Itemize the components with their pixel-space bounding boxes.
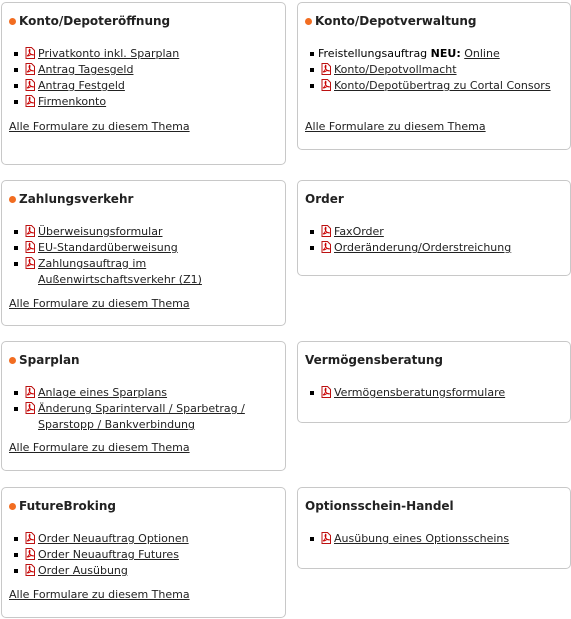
- pdf-icon: [24, 532, 36, 544]
- bullet-icon: [310, 391, 314, 395]
- pdf-icon: [24, 257, 36, 269]
- bullet-icon: [14, 407, 18, 411]
- bullet-icon: [14, 100, 18, 104]
- form-link-z1[interactable]: Zahlungsauftrag im Außenwirtschaftsverkehr (Z1): [38, 257, 202, 286]
- all-forms-link[interactable]: Alle Formulare zu diesem Thema: [9, 120, 190, 133]
- pdf-icon: [24, 225, 36, 237]
- section-sparplan: [1, 341, 286, 471]
- pdf-icon: [24, 564, 36, 576]
- section-konto-depotverwaltung: [297, 2, 571, 150]
- pdf-icon: [24, 63, 36, 75]
- form-link-festgeld[interactable]: Antrag Festgeld: [38, 79, 125, 92]
- all-forms-link[interactable]: Alle Formulare zu diesem Thema: [9, 588, 190, 601]
- form-link-orderaenderung[interactable]: Orderänderung/Orderstreichung: [334, 241, 512, 254]
- pdf-icon: [24, 79, 36, 91]
- form-list: [310, 385, 564, 401]
- form-link-faxorder[interactable]: FaxOrder: [334, 225, 384, 238]
- bullet-icon: [14, 84, 18, 88]
- form-list: [310, 531, 564, 547]
- new-badge: NEU:: [430, 47, 461, 60]
- list-item: [310, 46, 564, 62]
- bullet-icon: [14, 246, 18, 250]
- all-forms-link[interactable]: Alle Formulare zu diesem Thema: [305, 120, 486, 133]
- pdf-icon: [24, 47, 36, 59]
- form-link-tagesgeld[interactable]: Antrag Tagesgeld: [38, 63, 134, 76]
- pdf-icon: [320, 386, 332, 398]
- list-item: [14, 94, 279, 110]
- list-item: [310, 385, 564, 401]
- list-item: [14, 62, 279, 78]
- list-item: [310, 224, 564, 240]
- form-list: [310, 224, 564, 256]
- section-title: Konto/Depoteröffnung: [9, 14, 170, 28]
- list-item: [14, 224, 279, 240]
- all-forms-link[interactable]: Alle Formulare zu diesem Thema: [9, 297, 190, 310]
- bullet-icon: [14, 391, 18, 395]
- pdf-icon: [320, 63, 332, 75]
- form-link-eu-ueberweisung[interactable]: EU-Standardüberweisung: [38, 241, 178, 254]
- section-order: [297, 180, 571, 276]
- form-link-vermoegensberatung[interactable]: Vermögensberatungsformulare: [334, 386, 506, 399]
- form-link-order-ausuebung[interactable]: Order Ausübung: [38, 564, 128, 577]
- pdf-icon: [24, 402, 36, 414]
- all-forms-link[interactable]: Alle Formulare zu diesem Thema: [9, 441, 190, 454]
- orange-dot-icon: [9, 357, 16, 364]
- section-vermoegensberatung: [297, 341, 571, 423]
- form-list: [14, 46, 279, 110]
- pdf-icon: [320, 241, 332, 253]
- section-futurebroking: [1, 487, 286, 618]
- bullet-icon: [310, 246, 314, 250]
- section-title: Order: [305, 192, 344, 206]
- section-title: Konto/Depotverwaltung: [305, 14, 477, 28]
- section-zahlungsverkehr: [1, 180, 286, 326]
- form-link-depotuebertrag[interactable]: Konto/Depotübertrag zu Cortal Consors: [334, 79, 551, 92]
- orange-dot-icon: [9, 196, 16, 203]
- list-item: [14, 240, 279, 256]
- form-link-vollmacht[interactable]: Konto/Depotvollmacht: [334, 63, 457, 76]
- pdf-icon: [320, 225, 332, 237]
- form-list: [14, 224, 279, 288]
- pdf-icon: [24, 386, 36, 398]
- bullet-icon: [14, 553, 18, 557]
- form-link-neuauftrag-futures[interactable]: Order Neuauftrag Futures: [38, 548, 179, 561]
- bullet-icon: [14, 262, 18, 266]
- list-item: [310, 78, 564, 94]
- form-list: [14, 385, 279, 433]
- list-item: [14, 563, 279, 579]
- list-item: [14, 401, 279, 433]
- form-link-ueberweisung[interactable]: Überweisungsformular: [38, 225, 163, 238]
- section-title: Sparplan: [9, 353, 80, 367]
- bullet-icon: [14, 68, 18, 72]
- form-link-aenderung-sparplan[interactable]: Änderung Sparintervall / Sparbetrag / Sparstopp / Bankverbindung: [38, 402, 245, 431]
- form-list: [310, 46, 564, 94]
- form-link-anlage-sparplan[interactable]: Anlage eines Sparplans: [38, 386, 168, 399]
- section-title: Vermögensberatung: [305, 353, 444, 367]
- form-link-firmenkonto[interactable]: Firmenkonto: [38, 95, 107, 108]
- form-link-neuauftrag-optionen[interactable]: Order Neuauftrag Optionen: [38, 532, 189, 545]
- bullet-icon: [310, 84, 314, 88]
- bullet-icon: [310, 52, 314, 56]
- pdf-icon: [24, 241, 36, 253]
- list-item: [310, 62, 564, 78]
- bullet-icon: [14, 52, 18, 56]
- bullet-icon: [14, 569, 18, 573]
- bullet-icon: [310, 537, 314, 541]
- pdf-icon: [320, 79, 332, 91]
- form-link-optionsschein-ausuebung[interactable]: Ausübung eines Optionsscheins: [334, 532, 510, 545]
- list-item: [14, 547, 279, 563]
- bullet-icon: [310, 230, 314, 234]
- bullet-icon: [14, 537, 18, 541]
- section-title: Zahlungsverkehr: [9, 192, 133, 206]
- section-optionsschein-handel: [297, 487, 571, 569]
- pdf-icon: [24, 95, 36, 107]
- list-item: [310, 240, 564, 256]
- section-title: FutureBroking: [9, 499, 116, 513]
- freistellung-online-link[interactable]: Online: [464, 47, 500, 60]
- freistellung-label: Freistellungsauftrag: [318, 47, 428, 60]
- section-title: Optionsschein-Handel: [305, 499, 454, 513]
- pdf-icon: [24, 548, 36, 560]
- section-konto-depoteroeffnung: [1, 2, 286, 165]
- list-item: [14, 78, 279, 94]
- list-item: [14, 531, 279, 547]
- bullet-icon: [310, 68, 314, 72]
- list-item: [14, 46, 279, 62]
- orange-dot-icon: [9, 503, 16, 510]
- orange-dot-icon: [9, 18, 16, 25]
- list-item: [14, 256, 279, 288]
- pdf-icon: [320, 532, 332, 544]
- list-item: [14, 385, 279, 401]
- list-item: [310, 531, 564, 547]
- form-list: [14, 531, 279, 579]
- form-link-privatkonto[interactable]: Privatkonto inkl. Sparplan: [38, 47, 180, 60]
- bullet-icon: [14, 230, 18, 234]
- orange-dot-icon: [305, 18, 312, 25]
